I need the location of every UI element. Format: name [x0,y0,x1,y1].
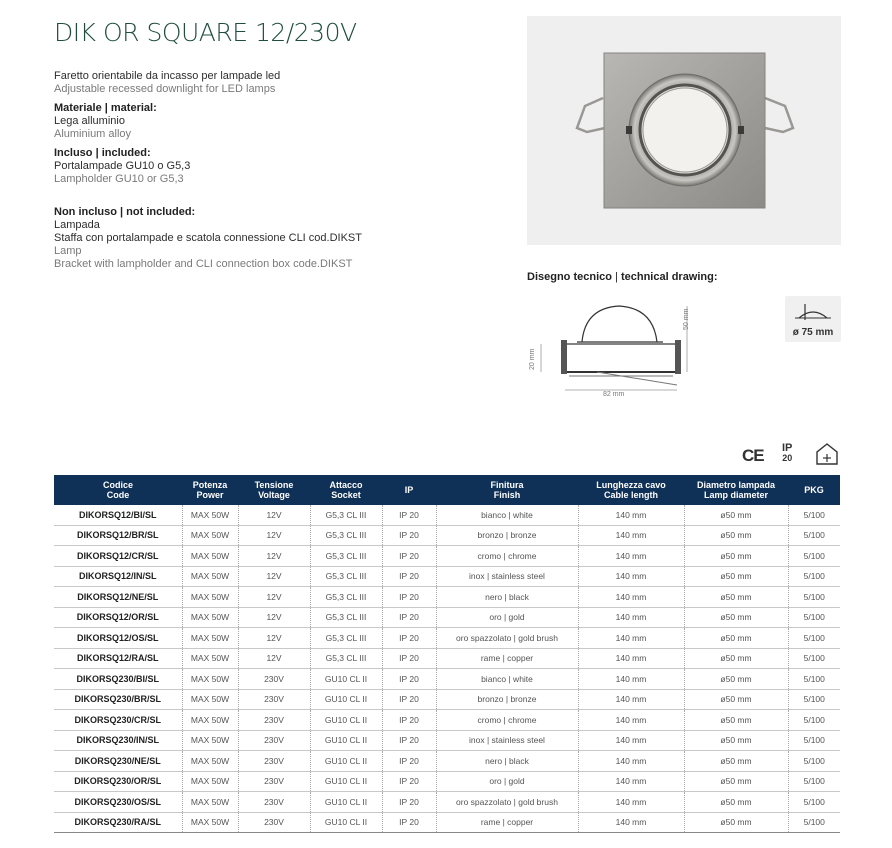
cutout-diameter-box [785,296,841,342]
table-cell: oro spazzolato | gold brush [436,792,578,813]
table-cell: inox | stainless steel [436,730,578,751]
table-cell: IP 20 [382,607,436,628]
table-row [54,587,840,608]
table-row [54,505,840,525]
ce-mark: CE [742,446,764,465]
table-cell: 12V [238,566,310,587]
description-en: Adjustable recessed downlight for LED lamps [54,83,276,95]
table-cell: G5,3 CL III [310,587,382,608]
table-cell: bronzo | bronze [436,689,578,710]
table-cell: IP 20 [382,771,436,792]
table-cell: 12V [238,607,310,628]
table-cell: 140 mm [578,792,684,813]
table-cell: MAX 50W [182,648,238,669]
table-cell: ø50 mm [684,566,788,587]
product-code-cell: DIKORSQ12/BI/SL [54,505,182,525]
product-code-cell: DIKORSQ230/IN/SL [54,730,182,751]
table-cell: 140 mm [578,689,684,710]
column-header: Diametro lampada Lamp diameter [684,475,788,505]
table-cell: IP 20 [382,730,436,751]
table-cell: GU10 CL II [310,751,382,772]
table-cell: 230V [238,730,310,751]
product-code-cell: DIKORSQ12/NE/SL [54,587,182,608]
table-cell: IP 20 [382,566,436,587]
not-included-it-2: Staffa con portalampade e scatola connessione CLI cod.DIKST [54,232,362,244]
table-cell: oro | gold [436,771,578,792]
table-cell: 230V [238,669,310,690]
table-cell: GU10 CL II [310,792,382,813]
not-included-it-1: Lampada [54,219,100,231]
table-cell: G5,3 CL III [310,628,382,649]
table-cell: 230V [238,751,310,772]
table-cell: 230V [238,689,310,710]
column-header: Potenza Power [182,475,238,505]
table-header-row [54,475,840,505]
table-cell: oro spazzolato | gold brush [436,628,578,649]
table-cell: 5/100 [788,792,840,813]
table-cell: 140 mm [578,505,684,525]
table-cell: ø50 mm [684,669,788,690]
technical-drawing [527,290,717,410]
table-cell: GU10 CL II [310,689,382,710]
table-cell: cromo | chrome [436,546,578,567]
table-cell: MAX 50W [182,546,238,567]
product-code-cell: DIKORSQ230/BR/SL [54,689,182,710]
table-cell: 140 mm [578,751,684,772]
table-cell: ø50 mm [684,730,788,751]
table-cell: 5/100 [788,628,840,649]
table-cell: G5,3 CL III [310,607,382,628]
table-cell: MAX 50W [182,587,238,608]
table-cell: ø50 mm [684,689,788,710]
table-cell: 230V [238,812,310,833]
dim-height-label: 50 mm [683,308,690,330]
table-cell: IP 20 [382,669,436,690]
product-code-cell: DIKORSQ12/OR/SL [54,607,182,628]
product-code-cell: DIKORSQ230/CR/SL [54,710,182,731]
table-cell: IP 20 [382,812,436,833]
product-code-cell: DIKORSQ230/BI/SL [54,669,182,690]
table-cell: 12V [238,628,310,649]
table-cell: 5/100 [788,812,840,833]
table-cell: 12V [238,648,310,669]
insulation-house-icon [814,442,840,466]
table-cell: GU10 CL II [310,710,382,731]
table-cell: ø50 mm [684,648,788,669]
table-cell: 12V [238,546,310,567]
table-cell: 5/100 [788,710,840,731]
table-cell: 5/100 [788,546,840,567]
table-cell: cromo | chrome [436,710,578,731]
table-cell: IP 20 [382,792,436,813]
table-cell: GU10 CL II [310,730,382,751]
not-included-en-2: Bracket with lampholder and CLI connection box code.DIKST [54,258,353,270]
table-cell: ø50 mm [684,812,788,833]
product-title: DIK OR SQUARE 12/230V [54,18,357,47]
column-header: Tensione Voltage [238,475,310,505]
table-cell: 5/100 [788,648,840,669]
table-cell: nero | black [436,587,578,608]
table-row [54,628,840,649]
table-cell: 230V [238,710,310,731]
table-cell: 140 mm [578,525,684,546]
table-cell: MAX 50W [182,525,238,546]
table-cell: 140 mm [578,566,684,587]
table-cell: IP 20 [382,505,436,525]
table-cell: 140 mm [578,648,684,669]
table-cell: bronzo | bronze [436,525,578,546]
description-it: Faretto orientabile da incasso per lampade led [54,70,281,82]
table-cell: 5/100 [788,587,840,608]
included-heading: Incluso | included: [54,147,151,159]
dim-width-label: 82 mm [603,391,625,398]
product-code-cell: DIKORSQ12/CR/SL [54,546,182,567]
table-cell: 140 mm [578,771,684,792]
table-cell: MAX 50W [182,628,238,649]
table-cell: ø50 mm [684,525,788,546]
table-cell: IP 20 [382,710,436,731]
table-cell: MAX 50W [182,812,238,833]
column-header: Codice Code [54,475,182,505]
product-code-cell: DIKORSQ12/IN/SL [54,566,182,587]
table-cell: G5,3 CL III [310,566,382,587]
material-heading: Materiale | material: [54,102,157,114]
table-cell: 12V [238,505,310,525]
product-table [54,475,840,833]
product-code-cell: DIKORSQ230/RA/SL [54,812,182,833]
table-cell: 140 mm [578,607,684,628]
table-row [54,792,840,813]
table-cell: bianco | white [436,669,578,690]
product-description [54,70,494,271]
table-cell: rame | copper [436,648,578,669]
table-cell: 140 mm [578,587,684,608]
table-cell: IP 20 [382,587,436,608]
table-cell: ø50 mm [684,607,788,628]
table-row [54,710,840,731]
table-cell: ø50 mm [684,505,788,525]
table-cell: GU10 CL II [310,669,382,690]
table-cell: ø50 mm [684,546,788,567]
table-cell: IP 20 [382,546,436,567]
dim-flange-label: 20 mm [529,348,536,370]
table-cell: ø50 mm [684,771,788,792]
table-cell: MAX 50W [182,730,238,751]
table-cell: 140 mm [578,730,684,751]
table-cell: 140 mm [578,628,684,649]
column-header: Finitura Finish [436,475,578,505]
product-code-cell: DIKORSQ12/RA/SL [54,648,182,669]
table-row [54,730,840,751]
table-cell: 5/100 [788,669,840,690]
table-row [54,689,840,710]
table-cell: 12V [238,587,310,608]
table-row [54,812,840,833]
table-cell: IP 20 [382,751,436,772]
material-en: Aluminium alloy [54,128,132,140]
table-cell: 5/100 [788,771,840,792]
column-header: Attacco Socket [310,475,382,505]
table-cell: ø50 mm [684,751,788,772]
ip-rating-mark: IP 20 [782,442,793,463]
table-cell: 12V [238,525,310,546]
table-cell: 140 mm [578,812,684,833]
drawing-heading: Disegno tecnico | technical drawing: [527,271,718,283]
table-cell: 5/100 [788,607,840,628]
table-cell: IP 20 [382,689,436,710]
table-cell: 230V [238,771,310,792]
table-cell: MAX 50W [182,669,238,690]
column-header: IP [382,475,436,505]
table-row [54,648,840,669]
table-cell: 5/100 [788,566,840,587]
table-cell: GU10 CL II [310,771,382,792]
table-cell: G5,3 CL III [310,505,382,525]
not-included-en-1: Lamp [54,245,82,257]
table-cell: G5,3 CL III [310,648,382,669]
table-cell: 5/100 [788,525,840,546]
table-cell: MAX 50W [182,607,238,628]
table-cell: MAX 50W [182,566,238,587]
table-row [54,607,840,628]
table-cell: MAX 50W [182,710,238,731]
not-included-heading: Non incluso | not included: [54,206,196,218]
product-code-cell: DIKORSQ12/BR/SL [54,525,182,546]
table-cell: IP 20 [382,628,436,649]
table-cell: IP 20 [382,648,436,669]
table-body [54,505,840,833]
table-row [54,525,840,546]
table-cell: G5,3 CL III [310,546,382,567]
table-cell: G5,3 CL III [310,525,382,546]
table-row [54,751,840,772]
table-cell: MAX 50W [182,771,238,792]
table-cell: 140 mm [578,546,684,567]
product-code-cell: DIKORSQ230/OR/SL [54,771,182,792]
product-code-cell: DIKORSQ230/NE/SL [54,751,182,772]
included-en: Lampholder GU10 or G5,3 [54,173,184,185]
certifications [742,440,842,470]
table-row [54,566,840,587]
table-row [54,771,840,792]
table-cell: rame | copper [436,812,578,833]
table-row [54,669,840,690]
square-downlight-image [527,16,841,245]
material-it: Lega alluminio [54,115,125,127]
table-cell: 140 mm [578,710,684,731]
product-code-cell: DIKORSQ12/OS/SL [54,628,182,649]
cutout-icon [785,296,841,326]
table-cell: MAX 50W [182,751,238,772]
table-cell: 5/100 [788,505,840,525]
table-cell: ø50 mm [684,792,788,813]
table-cell: MAX 50W [182,689,238,710]
table-cell: oro | gold [436,607,578,628]
product-photo [527,16,841,245]
table-cell: 140 mm [578,669,684,690]
table-cell: 5/100 [788,689,840,710]
table-cell: ø50 mm [684,710,788,731]
table-cell: MAX 50W [182,792,238,813]
product-code-cell: DIKORSQ230/OS/SL [54,792,182,813]
table-cell: bianco | white [436,505,578,525]
table-cell: nero | black [436,751,578,772]
included-it: Portalampade GU10 o G5,3 [54,160,191,172]
table-cell: GU10 CL II [310,812,382,833]
table-cell: ø50 mm [684,628,788,649]
table-cell: ø50 mm [684,587,788,608]
table-cell: 5/100 [788,730,840,751]
table-cell: inox | stainless steel [436,566,578,587]
table-cell: IP 20 [382,525,436,546]
column-header: PKG [788,475,840,505]
column-header: Lunghezza cavo Cable length [578,475,684,505]
table-cell: 5/100 [788,751,840,772]
cutout-diameter: ø 75 mm [792,327,834,338]
table-cell: MAX 50W [182,505,238,525]
table-row [54,546,840,567]
table-cell: 230V [238,792,310,813]
